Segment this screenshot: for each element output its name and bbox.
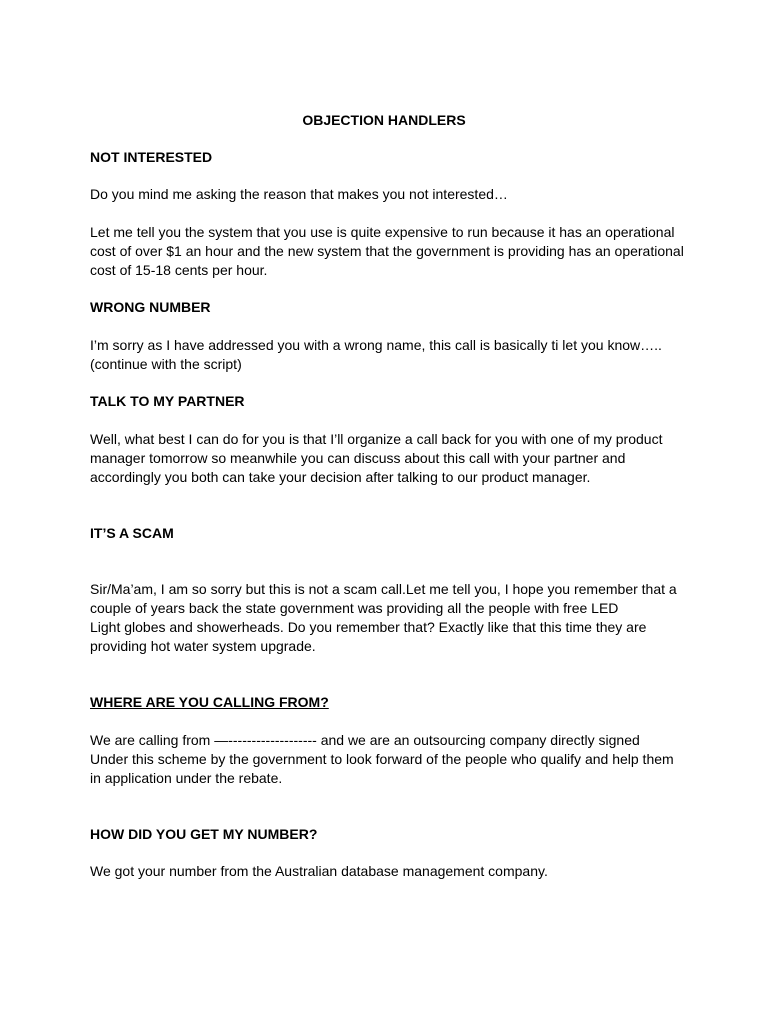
paragraph-talk-to-partner: Well, what best I can do for you is that I’ll organize a call back for you with one of my product manager tomorrow so meanwhile you can discuss about this call with your partner and accordingly you both can take your decision after talking to our product manager. — [90, 431, 663, 485]
section-heading-its-a-scam: IT’S A SCAM — [90, 525, 174, 541]
paragraph-wrong-number: I’m sorry as I have addressed you with a wrong name, this call is basically ti let you know….. (continue with the script) — [90, 337, 662, 372]
section-heading-not-interested: NOT INTERESTED — [90, 149, 213, 165]
paragraph-its-a-scam: Sir/Ma’am, I am so sorry but this is not a scam call.Let me tell you, I hope you remember that a couple of years back the state government was providing all the people with free LED Light globes and showerheads. Do you remember that? Exactly like that this time they are providing hot water system upgrade. — [90, 581, 677, 654]
section-heading-where-calling-from: WHERE ARE YOU CALLING FROM? — [90, 694, 329, 710]
paragraph-where-calling-from: We are calling from —------------------- and we are an outsourcing company directly signed Under this scheme by the government to look forward of the people who qualify and help them in application under the rebate. — [90, 732, 674, 786]
section-heading-talk-to-partner: TALK TO MY PARTNER — [90, 393, 245, 409]
section-heading-wrong-number: WRONG NUMBER — [90, 299, 211, 315]
document-title: OBJECTION HANDLERS — [302, 112, 466, 128]
section-heading-how-got-number: HOW DID YOU GET MY NUMBER? — [90, 826, 318, 842]
paragraph-not-interested-explanation: Let me tell you the system that you use is quite expensive to run because it has an operational cost of over $1 an hour and the new system that the government is providing has an operational cost of 15-18 cents per hour. — [90, 224, 684, 278]
paragraph-how-got-number: We got your number from the Australian database management company. — [90, 863, 548, 879]
paragraph-not-interested-question: Do you mind me asking the reason that makes you not interested… — [90, 186, 508, 202]
